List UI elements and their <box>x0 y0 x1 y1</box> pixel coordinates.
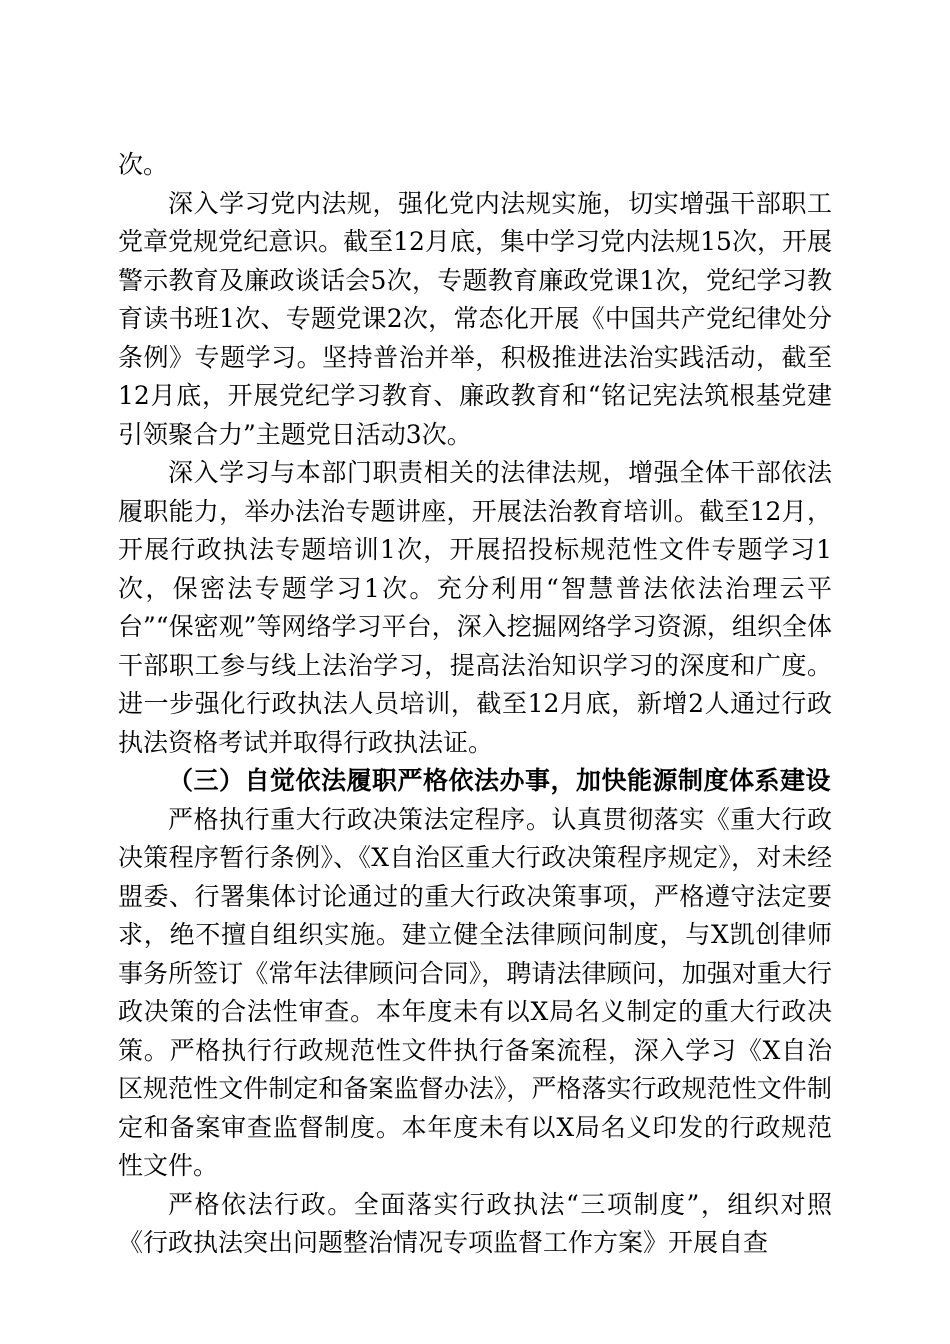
paragraph-party-regulations-study: 深入学习党内法规，强化党内法规实施，切实增强干部职工党章党规党纪意识。截至12月底，集中学习党内法规15次，开展警示教育及廉政谈话会5次，专题教育廉政党课1次，党纪学习教育读书班1次、专题党课2次，常态化开展《中国共产党纪律处分条例》专题学习。坚持普治并举，积极推进法治实践活动，截至12月底，开展党纪学习教育、廉政教育和“铭记宪法筑根基党建引领聚合力”主题党日活动3次。 <box>118 188 832 449</box>
document-page <box>118 146 832 1263</box>
section-heading: （三）自觉依法履职严格依法办事，加快能源制度体系建设 <box>168 766 832 795</box>
paragraph-major-decision-procedure: 严格执行重大行政决策法定程序。认真贯彻落实《重大行政决策程序暂行条例》、《X自治区重大行政决策程序规定》，对未经盟委、行署集体讨论通过的重大行政决策事项，严格遵守法定要求，绝不擅自组织实施。建立健全法律顾问制度，与X凯创律师事务所签订《常年法律顾问合同》，聘请法律顾问，加强对重大行政决策的合法性审查。本年度未有以X局名义制定的重大行政决策。严格执行行政规范性文件执行备案流程，深入学习《X自治区规范性文件制定和备案监督办法》，严格落实行政规范性文件制定和备案审查监督制度。本年度未有以X局名义印发的行政规范性文件。 <box>118 804 832 1180</box>
paragraph-law-based-administration: 严格依法行政。全面落实行政执法“三项制度”，组织对照《行政执法突出问题整治情况专项监督工作方案》开展自查 <box>118 1189 832 1257</box>
paragraph-law-study-training: 深入学习与本部门职责相关的法律法规，增强全体干部依法履职能力，举办法治专题讲座，开展法治教育培训。截至12月，开展行政执法专题培训1次，开展招投标规范性文件专题学习1次，保密法专题学习1次。充分利用“智慧普法依法治理云平台”“保密观”等网络学习平台，深入挖掘网络学习资源，组织全体干部职工参与线上法治学习，提高法治知识学习的深度和广度。进一步强化行政执法人员培训，截至12月底，新增2人通过行政执法资格考试并取得行政执法证。 <box>118 458 832 757</box>
paragraph-continuation: 次。 <box>118 150 169 179</box>
